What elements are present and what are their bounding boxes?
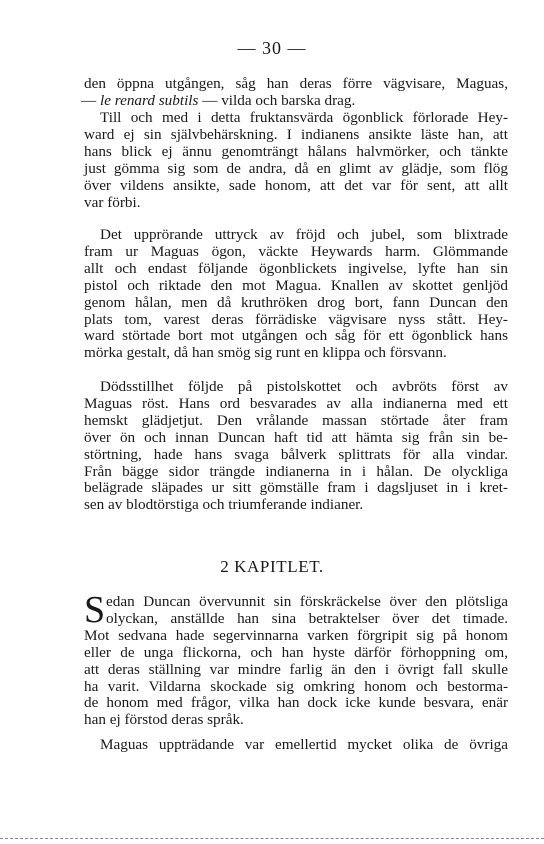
text-line: hans blick ej ännu genomträngt hålans halvmörker, och tänkte bbox=[84, 142, 508, 160]
text-line: ward störtade bort mot utgången och såg för ett ögonblick hans bbox=[84, 327, 508, 345]
text-line: olyckan, anställde han sina betraktelser över det timade. bbox=[106, 609, 508, 627]
text-line: att deras ställning var mindre farlig än den i övrigt fall skulle bbox=[84, 660, 508, 678]
text-line: störtning, hade hans svaga bålverk splittrats för alla vindar. bbox=[84, 445, 508, 463]
text-line: han ej förstod deras språk. bbox=[84, 711, 244, 729]
paragraph bbox=[84, 227, 508, 362]
text-line: Från bägge sidor trängde indianerna in i hålan. De olyckliga bbox=[84, 462, 508, 480]
text-line: plats tom, varest deras förrädiske vägvisare nyss stått. Hey- bbox=[84, 310, 508, 328]
text-line: genom hålan, men då kruthröken drog bort, fann Duncan den bbox=[84, 293, 508, 311]
text-line: belägrade släpades ur sitt gömställe fram i dagsljuset in i kret- bbox=[84, 479, 508, 497]
text-line: var förbi. bbox=[84, 193, 141, 211]
paragraph bbox=[84, 737, 508, 754]
text-line: allt och endast följande ögonblickets ingivelse, lyfte han sin bbox=[84, 259, 508, 277]
text-line: eller de unga flickorna, och han hyste därför förhoppning om, bbox=[84, 643, 508, 661]
text-line: Maguas uppträdande var emellertid mycket olika de övriga bbox=[100, 736, 508, 753]
chapter-heading: 2 KAPITLET. bbox=[220, 557, 324, 576]
text-line: — le renard subtils — vilda och barska drag. bbox=[81, 91, 356, 109]
drop-cap: S bbox=[84, 589, 106, 631]
text-line: edan Duncan övervunnit sin förskräckelse över den plötsliga bbox=[106, 593, 508, 610]
text-line: de honom med frågor, vilka han dock icke kunde besvara, enär bbox=[84, 694, 508, 712]
text-line: Mot sedvana hade segervinnarna varken förgripit sig på honom bbox=[84, 626, 508, 644]
text-line: Dödsstillhet följde på pistolskottet och avbröts först av bbox=[100, 378, 508, 395]
text-line: fram ur Maguas ögon, väckte Heywards harm. Glömmande bbox=[84, 242, 508, 260]
text-line: just gömma sig som de andra, då en glimt av glädje, som flög bbox=[84, 159, 508, 177]
paragraph bbox=[84, 379, 508, 514]
paragraph-continued bbox=[81, 75, 508, 110]
page-edge-rule bbox=[0, 838, 544, 840]
text-line: sen av blodtörstiga och triumferande indianer. bbox=[84, 496, 364, 514]
page-number: — 30 — bbox=[237, 38, 307, 58]
text-line: Det upprörande uttryck av fröjd och jubel, som blixtrade bbox=[100, 226, 508, 243]
text-line: ward ej sin självbehärskning. I indianens ansikte läste han, att bbox=[84, 125, 508, 143]
text-line: ha varit. Vildarna skockade sig omkring honom och bestorma- bbox=[84, 677, 508, 695]
paragraph bbox=[84, 110, 508, 211]
paragraph bbox=[84, 589, 508, 729]
text-line: hemskt glädjetjut. Den vrålande massan störtade åter fram bbox=[84, 411, 508, 429]
text-line: den öppna utgången, såg han deras förre vägvisare, Maguas, bbox=[84, 75, 508, 92]
text-line: Till och med i detta fruktansvärda ögonblick förlorade Hey- bbox=[100, 109, 508, 126]
text-line: pistol och riktade den mot Magua. Knallen av skottet genljöd bbox=[84, 276, 508, 294]
text-line: över vildens ansikte, sade honom, att det var för sent, att allt bbox=[84, 176, 508, 194]
text-line: över ön och innan Duncan haft tid att hämta sig från sin be- bbox=[84, 428, 508, 446]
text-line: Maguas röst. Hans ord besvarades av alla indianerna med ett bbox=[84, 394, 508, 412]
text-line: mörka gestalt, då han smög sig runt en klippa och försvann. bbox=[84, 344, 447, 362]
foreign-phrase: le renard subtils bbox=[99, 91, 199, 109]
